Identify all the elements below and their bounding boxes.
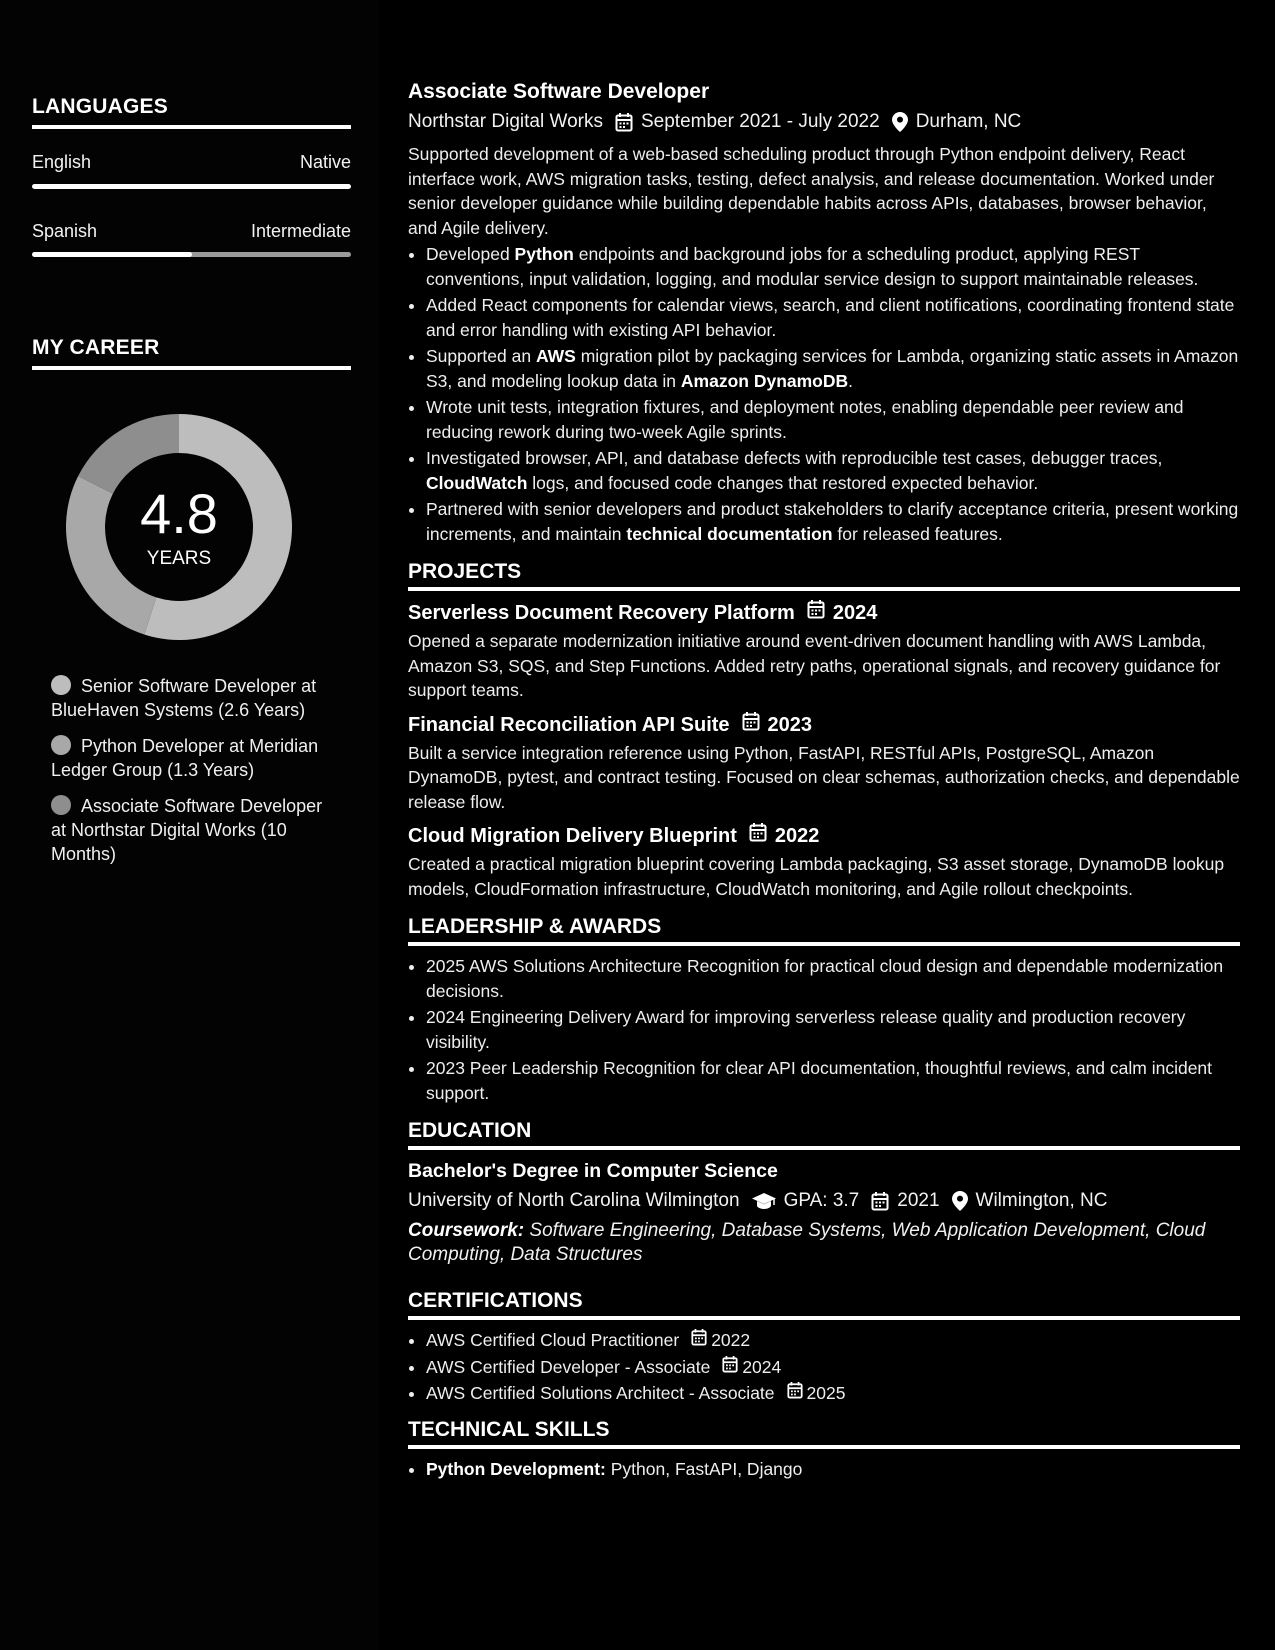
legend-dot: [51, 735, 71, 755]
job-bullet: [426, 446, 1240, 495]
project-title: Serverless Document Recovery Platform: [408, 602, 795, 624]
certifications-heading: CERTIFICATIONS: [408, 1289, 1240, 1320]
coursework-list: Software Engineering, Database Systems, Web Application Development, Cloud Computing, Data Structures: [408, 1220, 1206, 1265]
skills-heading: TECHNICAL SKILLS: [408, 1418, 1240, 1449]
project-description: Built a service integration reference using Python, FastAPI, RESTful APIs, PostgreSQL, Amazon DynamoDB, pytest, and contract testing. Focused on clear schemas, authorization checks, and dependable release flow.: [408, 742, 1240, 812]
project-title-row: [408, 711, 1240, 739]
job-bullet: [426, 242, 1240, 291]
education-location: Wilmington, NC: [975, 1190, 1108, 1211]
projects-heading: PROJECTS: [408, 560, 1240, 591]
project-description: Opened a separate modernization initiative around event-driven document handling with AWS Lambda, Amazon S3, SQS, and Step Functions. Added retry paths, operational signals, and recovery guidance for support teams.: [408, 631, 1221, 700]
sidebar: [0, 0, 378, 1650]
certification-name: • AWS Certified Developer - Associate: [426, 1356, 711, 1377]
education-gpa: GPA: 3.7: [783, 1190, 860, 1211]
certification-name: • AWS Certified Solutions Architect - Associate: [426, 1383, 775, 1403]
bullet-text: Supported an: [426, 346, 536, 366]
job-meta: [408, 108, 1240, 136]
project-year: 2023: [767, 713, 813, 736]
map-pin-icon: [892, 112, 908, 132]
bullet-text: Investigated browser, API, and database defects with reproducible test cases, debugger traces,: [426, 448, 1163, 468]
project-title: Cloud Migration Delivery Blueprint: [408, 825, 737, 847]
career-unit: YEARS: [146, 548, 212, 569]
project-title-row: [408, 822, 1240, 850]
bullet-text: Added React components for calendar views, search, and client notifications, coordinating frontend state and error handling with existing API behavior.: [426, 295, 1235, 340]
bullet-text: migration pilot by packaging services for Lambda, organizing static assets in Amazon S3, and modeling lookup data in: [426, 346, 1239, 391]
bullet-text: Wrote unit tests, integration fixtures, and deployment notes, enabling dependable peer review and reducing rework during two-week Agile sprints.: [426, 397, 1184, 442]
skill-values: Python, FastAPI, Django: [605, 1458, 803, 1479]
skills-list: [408, 1457, 1240, 1482]
bullet-keyword: CloudWatch: [426, 472, 528, 493]
career-legend-item: [51, 734, 341, 782]
degree-title: Bachelor's Degree in Computer Science: [408, 1160, 778, 1182]
calendar-icon: [749, 822, 767, 850]
calendar-icon: [871, 1191, 889, 1211]
skill-item: [426, 1457, 1240, 1482]
map-pin-icon: [952, 1191, 968, 1211]
bullet-keyword: technical documentation: [626, 523, 833, 544]
bullet-keyword: Amazon DynamoDB: [680, 370, 849, 391]
job-bullet: [426, 344, 1240, 393]
bullet-keyword: AWS: [535, 346, 576, 366]
language-row-spanish: [32, 221, 351, 242]
career-legend-label: Associate Software Developer at Northstar Digital Works (10 Months): [51, 796, 323, 864]
career-donut-chart: [66, 414, 292, 640]
project-description: Created a practical migration blueprint covering Lambda packaging, S3 asset storage, DynamoDB lookup models, CloudFormation infrastructure, CloudWatch monitoring, and Agile rollout checkpoints.: [408, 854, 1225, 899]
certification-item: [426, 1328, 1240, 1353]
award-item: • 2024 Engineering Delivery Award for improving serverless release quality and production recovery visibility.: [426, 1005, 1240, 1054]
graduation-cap-icon: [752, 1192, 776, 1210]
project-item: [408, 822, 1240, 901]
project-year: 2022: [774, 825, 820, 847]
coursework: [408, 1219, 1240, 1267]
certifications-list: [408, 1328, 1240, 1406]
bullet-keyword: Python: [514, 244, 574, 264]
career-legend: [51, 674, 341, 878]
language-bar-spanish: [32, 252, 351, 257]
bullet-text: endpoints and background jobs for a scheduling product, applying REST conventions, input validation, logging, and modular service design to support maintainable releases.: [426, 244, 1199, 289]
language-level: Native: [299, 152, 351, 172]
calendar-icon: [691, 1328, 707, 1353]
job-bullet: [426, 293, 1240, 342]
job-company: Northstar Digital Works: [408, 111, 603, 132]
skill-category: Python Development:: [426, 1458, 606, 1479]
certification-year: 2025: [806, 1383, 846, 1403]
award-item: • 2025 AWS Solutions Architecture Recognition for practical cloud design and dependable modernization decisions.: [426, 954, 1240, 1003]
career-legend-item: [51, 674, 341, 722]
project-year: 2024: [832, 602, 878, 624]
language-row-english: [32, 152, 351, 173]
bullet-text: Developed: [426, 244, 515, 264]
job-location: Durham, NC: [915, 111, 1022, 132]
job-title: Associate Software Developer: [408, 80, 710, 103]
calendar-icon: [787, 1381, 803, 1406]
project-item: [408, 711, 1240, 815]
bullet-text: logs, and focused code changes that restored expected behavior.: [527, 472, 1039, 493]
awards-heading: LEADERSHIP & AWARDS: [408, 915, 1240, 946]
language-name: Spanish: [32, 221, 98, 241]
project-title: Financial Reconciliation API Suite: [408, 713, 730, 736]
job-dates: September 2021 - July 2022: [640, 111, 880, 132]
job-bullets: [408, 242, 1240, 546]
career-legend-label: Senior Software Developer at BlueHaven Systems (2.6 Years): [51, 676, 317, 720]
certification-year: 2022: [711, 1330, 751, 1350]
language-name: English: [32, 152, 92, 172]
calendar-icon: [742, 711, 760, 739]
education-meta: [408, 1187, 1240, 1215]
language-bar-fill: [32, 184, 351, 189]
awards-list: [408, 954, 1240, 1105]
main-content: [408, 78, 1240, 1483]
languages-heading: LANGUAGES: [32, 95, 351, 129]
job-bullet: [426, 395, 1240, 444]
calendar-icon: [722, 1355, 738, 1380]
bullet-text: .: [848, 370, 854, 391]
award-item: • 2023 Peer Leadership Recognition for clear API documentation, thoughtful reviews, and calm incident support.: [426, 1056, 1240, 1105]
calendar-icon: [615, 112, 633, 132]
job-summary: Supported development of a web-based scheduling product through Python endpoint delivery, React interface work, AWS migration tasks, testing, defect analysis, and release documentation. Worked under senior developer guidance while building dependable habits across APIs, databases, browser behavior, and Agile delivery.: [408, 144, 1215, 238]
coursework-label: Coursework:: [408, 1220, 525, 1241]
project-title-row: [408, 599, 1240, 627]
career-legend-item: [51, 794, 341, 866]
school-name: University of North Carolina Wilmington: [408, 1190, 740, 1211]
language-bar-english: [32, 184, 351, 189]
legend-dot: [51, 795, 71, 815]
certification-item: [426, 1355, 1240, 1380]
bullet-text: Partnered with senior developers and product stakeholders to clarify acceptance criteria, present working increments, and maintain: [426, 499, 1239, 544]
bullet-text: for released features.: [832, 523, 1003, 544]
legend-dot: [51, 675, 71, 695]
education-year: 2021: [897, 1190, 940, 1211]
career-heading: MY CAREER: [32, 336, 351, 370]
language-bar-fill: [32, 252, 192, 257]
calendar-icon: [807, 599, 825, 627]
certification-name: • AWS Certified Cloud Practitioner: [426, 1330, 680, 1350]
education-heading: EDUCATION: [408, 1119, 1240, 1150]
career-legend-label: Python Developer at Meridian Ledger Group (1.3 Years): [51, 736, 319, 780]
project-item: [408, 599, 1240, 703]
career-total: 4.8: [140, 482, 218, 545]
job-bullet: [426, 497, 1240, 546]
certification-year: 2024: [742, 1356, 782, 1377]
certification-item: [426, 1381, 1240, 1406]
career-donut-center: [66, 414, 292, 640]
language-level: Intermediate: [250, 221, 351, 241]
